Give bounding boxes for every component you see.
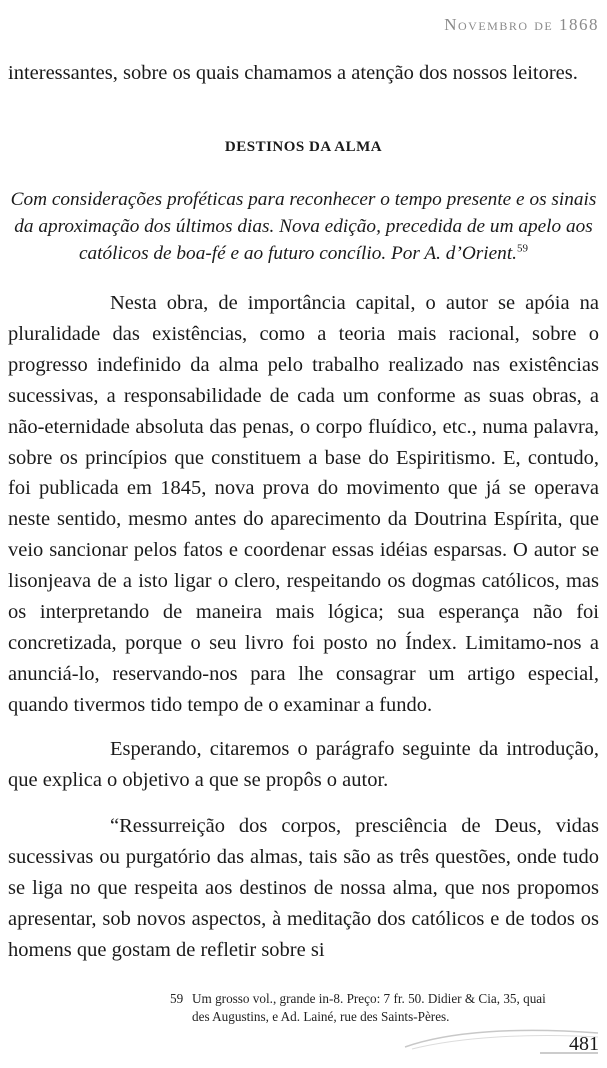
intro-paragraph: interessantes, sobre os quais chamamos a atenção dos nossos leitores. bbox=[8, 62, 578, 84]
body-paragraph-2: Esperando, citaremos o parágrafo seguinte da introdução, que explica o objetivo a que se propôs o autor. bbox=[8, 738, 599, 791]
section-subtitle bbox=[8, 186, 599, 267]
footnote-line-1: Um grosso vol., grande in-8. Preço: 7 fr. 50. Didier & Cia, 35, quai bbox=[192, 991, 546, 1006]
body-paragraph-1: Nesta obra, de importância capital, o autor se apóia na pluralidade das existências, como a teoria mais racional, sobre o progresso indefinido da alma pelo trabalho realizado nas existências sucessivas, a responsabilidade de cada um conforme as suas obras, a não-eternidade absoluta das penas, o corpo fluídico, etc., numa palavra, sobre os princípios que constituem a base do Espiritismo. E, contudo, foi publicada em 1845, nova prova do movimento que já se operava neste sentido, mesmo antes do aparecimento da Doutrina Espírita, que veio sancionar pelos fatos e coordenar essas idéias esparsas. O autor se lisonjeava de a isto ligar o clero, respeitando os dogmas católicos, mas os interpretando de maneira mais lógica; sua esperança não foi concretizada, porque o seu livro foi posto no Índex. Limitamo-nos a anunciá-lo, reservando-nos para lhe consagrar um artigo especial, quando tivermos tido tempo de o examinar a fundo. bbox=[8, 292, 599, 716]
page-number: 481 bbox=[569, 1033, 599, 1055]
footnote-number: 59 bbox=[170, 991, 184, 1006]
section-title: DESTINOS DA ALMA bbox=[224, 139, 383, 155]
subtitle-text: Com considerações proféticas para reconhecer o tempo presente e os sinais da aproximação dos últimos dias. Nova edição, precedida de um apelo aos católicos de boa-fé e ao futuro concílio. Por A. d’Orient. bbox=[10, 189, 597, 264]
running-header: Novembro de 1868 bbox=[444, 15, 599, 34]
footnote-reference: 59 bbox=[517, 242, 529, 255]
body-paragraph-3: “Ressurreição dos corpos, presciência de Deus, vidas sucessivas ou purgatório das almas, tais são as três questões, onde tudo se liga no que respeita aos destinos de nossa alma, que nos propomos apresentar, sob novos aspectos, à meditação dos católicos e de todos os homens que gostam de refletir sobre si bbox=[8, 815, 599, 961]
footnote-line-2: des Augustins, e Ad. Lainé, rue des Saints-Pères. bbox=[192, 1009, 450, 1024]
footnote bbox=[170, 990, 600, 1026]
